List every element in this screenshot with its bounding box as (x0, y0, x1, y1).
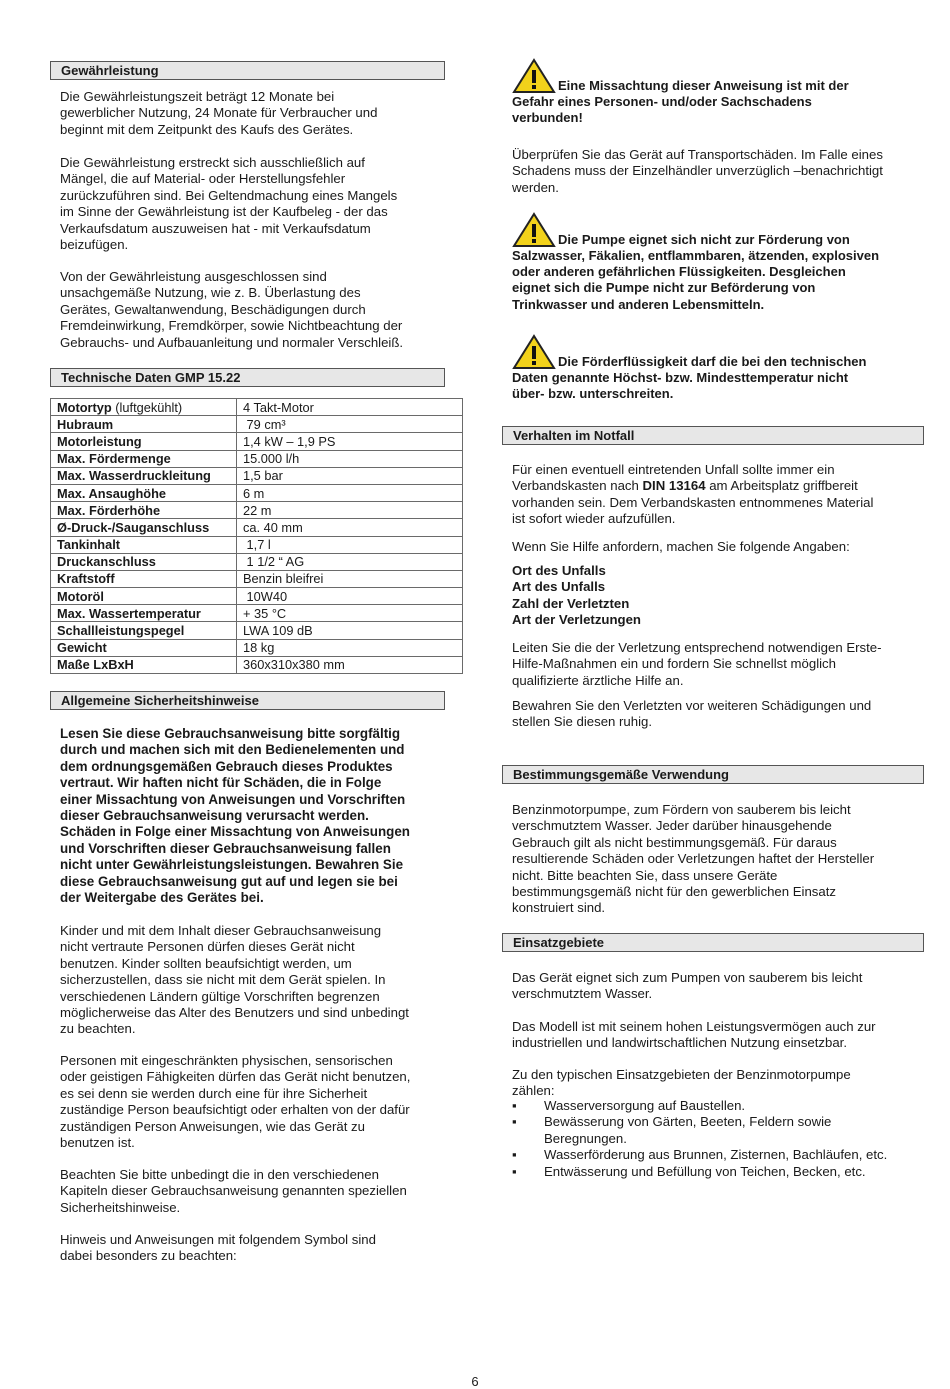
spec-row (51, 484, 463, 501)
emergency-info-list: Ort des Unfalls Art des Unfalls Zahl der Verletzten Art der Verletzungen (512, 563, 641, 628)
list-item (512, 1114, 924, 1147)
warning-block-2 (512, 212, 922, 313)
spec-row (51, 416, 463, 433)
spec-row (51, 433, 463, 450)
spec-row (51, 622, 463, 639)
transport-check-paragraph: Überprüfen Sie das Gerät auf Transportschäden. Im Falle eines Schadens muss der Einzelhändler unverzüglich –benachrichtigt werden. (512, 147, 883, 195)
spec-label-text: Max. Wassertemperatur (57, 605, 201, 621)
spec-label-text: Kraftstoff (57, 571, 115, 587)
spec-value: 1,7 l (237, 536, 463, 553)
spec-label (51, 467, 237, 484)
spec-label (51, 553, 237, 570)
list-item-text: Wasserförderung aus Brunnen, Zisternen, Bachläufen, etc. (544, 1147, 888, 1163)
spec-value: Benzin bleifrei (237, 570, 463, 587)
spec-label-text: Max. Fördermenge (57, 451, 171, 467)
spec-label-text: Motortyp (57, 399, 112, 415)
uses-paragraph-3: Zu den typischen Einsatzgebieten der Benzinmotorpumpe zählen: (512, 1067, 851, 1099)
spec-value: 10W40 (237, 588, 463, 605)
list-item-text: Wasserversorgung auf Baustellen. (544, 1098, 746, 1113)
spec-row (51, 502, 463, 519)
uses-paragraph-2: Das Modell ist mit seinem hohen Leistungsvermögen auch zur industriellen und landwirtschaftlichen Nutzung einsetzbar. (512, 1019, 876, 1051)
spec-row (51, 656, 463, 673)
list-item (512, 1164, 924, 1180)
spec-row (51, 399, 463, 416)
spec-label (51, 605, 237, 622)
spec-value: LWA 109 dB (237, 622, 463, 639)
warranty-heading: Gewährleistung (50, 61, 445, 80)
spec-row (51, 519, 463, 536)
spec-value: 360x310x380 mm (237, 656, 463, 673)
spec-value: 1,4 kW – 1,9 PS (237, 433, 463, 450)
spec-row (51, 570, 463, 587)
emergency-paragraph-2: Wenn Sie Hilfe anfordern, machen Sie folgende Angaben: (512, 539, 850, 554)
spec-label (51, 433, 237, 450)
spec-label-text: Max. Förderhöhe (57, 502, 161, 518)
specs-table (50, 398, 463, 674)
warranty-paragraph-3: Von der Gewährleistung ausgeschlossen sind unsachgemäße Nutzung, wie z. B. Überlastung des Gerätes, Gewaltanwendung, Beschädigungen durch Fremdeinwirkung, Fremdkörper, sowie Nichtbeachtung der Gebrauchs- und Aufbauanleitung und normaler Verschleiß. (60, 269, 404, 350)
warning-text-1: Eine Missachtung dieser Anweisung ist mit der Gefahr eines Personen- und/oder Sachschadens verbunden! (512, 77, 849, 126)
emergency-text-a: Für einen eventuell eintretenden Unfall sollte immer ein Verbandskasten nach (512, 462, 835, 494)
spec-label (51, 588, 237, 605)
emergency-text-b: am Arbeitsplatz griffbereit vorhanden sein. Dem Verbandskasten entnommenes Material ist sofort wieder aufzufüllen. (512, 478, 874, 527)
list-item-text: Entwässerung und Befüllung von Teichen, Becken, etc. (544, 1163, 866, 1179)
spec-label (51, 639, 237, 656)
spec-label (51, 450, 237, 467)
spec-row (51, 639, 463, 656)
safety-heading: Allgemeine Sicherheitshinweise (50, 691, 445, 710)
spec-label (51, 622, 237, 639)
spec-label-text: Schallleistungspegel (57, 623, 185, 639)
list-item (512, 1098, 924, 1114)
emergency-paragraph-1 (512, 462, 873, 528)
spec-value: 22 m (237, 502, 463, 519)
spec-value: + 35 °C (237, 605, 463, 622)
spec-row (51, 536, 463, 553)
warning-triangle-icon (512, 58, 556, 94)
spec-label-text: Max. Ansaughöhe (57, 485, 167, 501)
safety-paragraph-persons: Personen mit eingeschränkten physischen, sensorischen oder geistigen Fähigkeiten dürfen das Gerät nicht benutzen, es sei denn sie werden durch eine für ihre Sicherheit zuständige Person beaufsichtigt oder erhalten von der dafür zuständigen Person Anweisungen, wie das Gerät zu benutzen ist. (60, 1053, 411, 1151)
spec-label (51, 570, 237, 587)
warning-block-3 (512, 334, 922, 402)
intended-use-heading: Bestimmungsgemäße Verwendung (502, 765, 924, 784)
spec-label (51, 536, 237, 553)
warning-block-1 (512, 58, 922, 126)
spec-value: 15.000 l/h (237, 450, 463, 467)
emergency-heading: Verhalten im Notfall (502, 426, 924, 445)
spec-label (51, 656, 237, 673)
spec-label-text: Motoröl (57, 588, 104, 604)
warranty-paragraph-2: Die Gewährleistung erstreckt sich ausschließlich auf Mängel, die auf Material- oder Herstellungsfehler zurückzuführen sind. Bei Geltendmachung eines Mangels im Sinne der Gewährleistung ist der Kaufbeleg - der das Verkaufsdatum auszuweisen hat - mit Verkaufsdatum beizufügen. (60, 155, 398, 253)
spec-value: 4 Takt-Motor (237, 399, 463, 416)
uses-heading: Einsatzgebiete (502, 933, 924, 952)
safety-paragraph-symbol: Hinweis und Anweisungen mit folgendem Symbol sind dabei besonders zu beachten: (60, 1232, 376, 1264)
emergency-paragraph-4: Bewahren Sie den Verletzten vor weiteren Schädigungen und stellen Sie diesen ruhig. (512, 698, 872, 730)
list-item-text: Bewässerung von Gärten, Beeten, Feldern sowie Beregnungen. (544, 1114, 832, 1146)
spec-label-text: Druckanschluss (57, 554, 156, 570)
warning-text-2: Die Pumpe eignet sich nicht zur Förderung von Salzwasser, Fäkalien, entflammbaren, ätzenden, explosiven oder anderen gefährlichen Flüssigkeiten. Desgleichen eignet sich die Pumpe nicht zur Beförderung von Trinkwasser und anderen Lebensmitteln. (512, 231, 880, 312)
spec-row (51, 605, 463, 622)
spec-row (51, 467, 463, 484)
spec-row (51, 450, 463, 467)
safety-paragraph-children: Kinder und mit dem Inhalt dieser Gebrauchsanweisung nicht vertraute Personen dürfen dieses Gerät nicht benutzen. Kinder sollten beaufsichtigt werden, um sicherzustellen, dass sie nicht mit dem Gerät spielen. In verschiedenen Ländern gültige Vorschriften begrenzen möglicherweise das Alter des Benutzers und sind unbedingt zu beachten. (60, 923, 409, 1037)
spec-label (51, 519, 237, 536)
spec-label-text: Tankinhalt (57, 537, 121, 553)
spec-label-text: Motorleistung (57, 433, 142, 449)
bullet-icon: ▪ (512, 1098, 517, 1113)
din-standard: DIN 13164 (642, 478, 706, 494)
list-item (512, 1147, 924, 1163)
spec-label-text: Gewicht (57, 640, 107, 656)
spec-value: 79 cm³ (237, 416, 463, 433)
warning-triangle-icon (512, 334, 556, 370)
spec-value: 1 1/2 “ AG (237, 553, 463, 570)
spec-label (51, 399, 237, 416)
warning-text-3: Die Förderflüssigkeit darf die bei den technischen Daten genannte Höchst- bzw. Mindesttemperatur nicht über- bzw. unterschreiten. (512, 353, 867, 402)
page-number: 6 (471, 1374, 479, 1389)
spec-label-text: Hubraum (57, 416, 114, 432)
spec-label-note: (luftgekühlt) (111, 399, 183, 415)
spec-value: 1,5 bar (237, 467, 463, 484)
emergency-paragraph-3: Leiten Sie die der Verletzung entsprechend notwendigen Erste- Hilfe-Maßnahmen ein und fordern Sie schnellst möglich qualifizierte ärztliche Hilfe an. (512, 640, 882, 688)
spec-row (51, 588, 463, 605)
spec-value: ca. 40 mm (237, 519, 463, 536)
spec-label (51, 484, 237, 501)
specs-heading: Technische Daten GMP 15.22 (50, 368, 445, 387)
spec-label-text: Maße LxBxH (57, 657, 134, 673)
bullet-icon: ▪ (512, 1114, 517, 1130)
bullet-icon: ▪ (512, 1163, 517, 1179)
warning-triangle-icon (512, 212, 556, 248)
uses-paragraph-1: Das Gerät eignet sich zum Pumpen von sauberem bis leicht verschmutztem Wasser. (512, 970, 863, 1002)
safety-paragraph-chapters: Beachten Sie bitte unbedingt die in den verschiedenen Kapiteln dieser Gebrauchsanweisung genannten speziellen Sicherheitshinweise. (60, 1167, 407, 1215)
spec-row (51, 553, 463, 570)
safety-bold-paragraph: Lesen Sie diese Gebrauchsanweisung bitte sorgfältig durch und machen sich mit den Bedienelementen und dem ordnungsgemäßen Gebrauch dieses Produktes vertraut. Wir haften nicht für Schäden, die in Folge einer Missachtung von Anweisungen und Vorschriften dieser Gebrauchsanweisung verursacht werden. Schäden in Folge einer Missachtung von Anweisungen und Vorschriften dieser Gebrauchsanweisung fallen nicht unter Gewährleistungsleistungen. Bewahren Sie diese Gebrauchsanweisung gut auf und legen sie bei der Weitergabe des Gerätes bei. (60, 726, 410, 906)
bullet-icon: ▪ (512, 1147, 517, 1163)
spec-value: 18 kg (237, 639, 463, 656)
spec-label-text: Max. Wasserdruckleitung (57, 468, 211, 484)
spec-label-text: Ø-Druck-/Sauganschluss (57, 519, 210, 535)
warranty-paragraph-1: Die Gewährleistungszeit beträgt 12 Monate bei gewerblicher Nutzung, 24 Monate für Verbraucher und beginnt mit dem Zeitpunkt des Kaufs des Gerätes. (60, 89, 378, 137)
spec-value: 6 m (237, 484, 463, 501)
intended-use-paragraph: Benzinmotorpumpe, zum Fördern von sauberem bis leicht verschmutztem Wasser. Jeder darüber hinausgehende Gebrauch gilt als nicht bestimmungsgemäß. Für daraus resultierende Schäden oder Verletzungen haftet der Hersteller nicht. Bitte beachten Sie, dass unsere Geräte bestimmungsgemäß nicht für den gewerblichen Einsatz konstruiert sind. (512, 802, 875, 916)
spec-label (51, 502, 237, 519)
spec-label (51, 416, 237, 433)
uses-bullet-list (512, 1098, 924, 1180)
